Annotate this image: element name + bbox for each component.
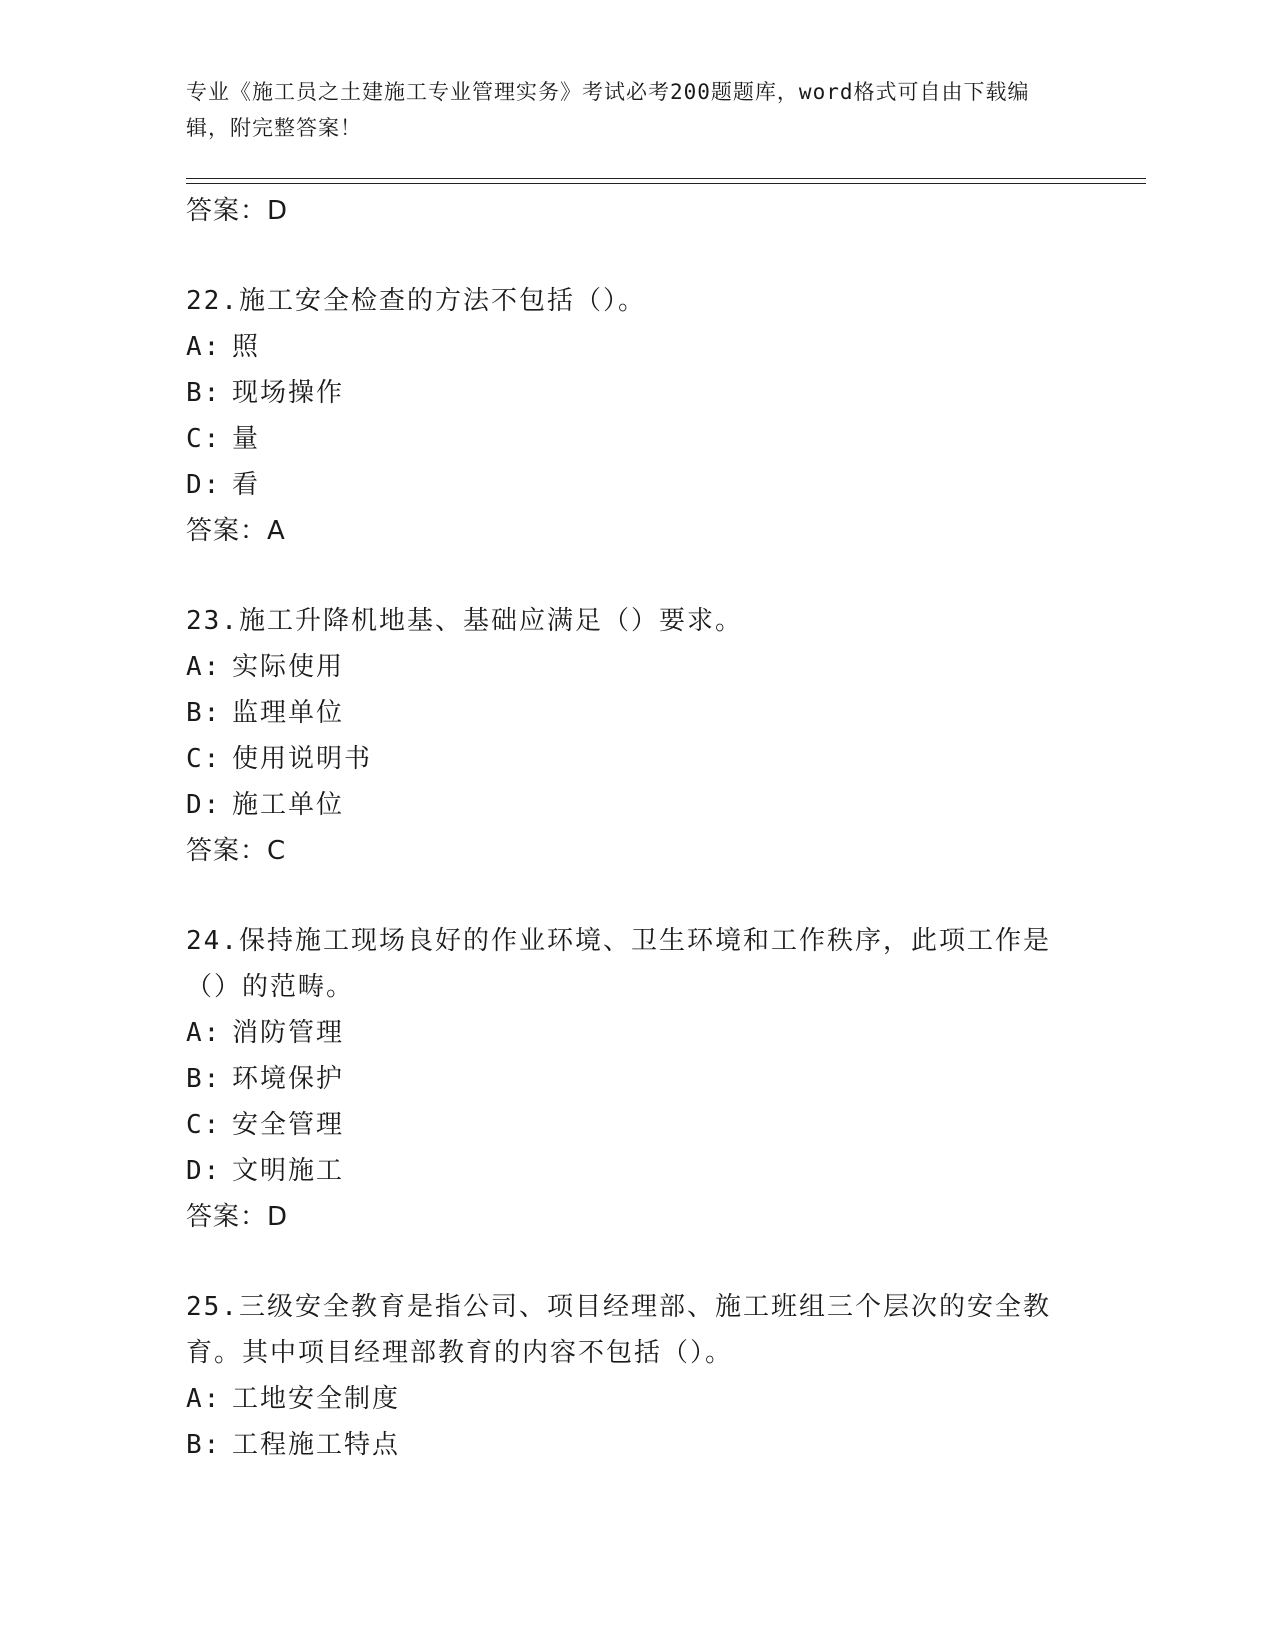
option-22-b [186, 370, 1086, 416]
option-text: 施工单位 [232, 790, 345, 820]
question-25: 25.三级安全教育是指公司、项目经理部、施工班组三个层次的安全教育。其中项目经理部教育的内容不包括（）。 [186, 1292, 1051, 1368]
option-key: C: [186, 744, 222, 774]
option-text: 使用说明书 [232, 744, 373, 774]
answer-23: 答案：C [186, 836, 287, 866]
option-key: B: [186, 378, 222, 408]
question-22: 22.施工安全检查的方法不包括（）。 [186, 286, 646, 316]
option-text: 文明施工 [232, 1156, 345, 1186]
question-24: 24.保持施工现场良好的作业环境、卫生环境和工作秩序，此项工作是（）的范畴。 [186, 926, 1051, 1002]
option-text: 监理单位 [232, 698, 345, 728]
option-key: A: [186, 1018, 222, 1048]
option-24-b [186, 1056, 1086, 1102]
option-24-a [186, 1010, 1086, 1056]
header-divider-bottom [186, 183, 1146, 184]
option-key: B: [186, 1064, 222, 1094]
option-text: 看 [232, 470, 261, 500]
option-23-d [186, 782, 1086, 828]
option-23-b [186, 690, 1086, 736]
option-key: C: [186, 1110, 222, 1140]
option-text: 工地安全制度 [232, 1384, 401, 1414]
option-text: 工程施工特点 [232, 1430, 401, 1460]
question-23: 23.施工升降机地基、基础应满足（）要求。 [186, 606, 743, 636]
option-text: 环境保护 [232, 1064, 345, 1094]
option-key: A: [186, 652, 222, 682]
option-key: B: [186, 1430, 222, 1460]
option-text: 照 [232, 332, 261, 362]
question-list [186, 188, 1086, 1468]
option-text: 量 [232, 424, 261, 454]
option-key: D: [186, 790, 222, 820]
option-23-c [186, 736, 1086, 782]
option-24-c [186, 1102, 1086, 1148]
header-divider-top [186, 178, 1146, 179]
option-22-c [186, 416, 1086, 462]
option-key: A: [186, 1384, 222, 1414]
option-25-b [186, 1422, 1086, 1468]
option-text: 现场操作 [232, 378, 345, 408]
option-24-d [186, 1148, 1086, 1194]
option-key: C: [186, 424, 222, 454]
answer-24: 答案：D [186, 1202, 289, 1232]
answer-22: 答案：A [186, 516, 286, 546]
option-text: 消防管理 [232, 1018, 345, 1048]
option-text: 安全管理 [232, 1110, 345, 1140]
answer-21: 答案：D [186, 196, 289, 226]
option-key: B: [186, 698, 222, 728]
option-22-d [186, 462, 1086, 508]
option-key: D: [186, 1156, 222, 1186]
option-text: 实际使用 [232, 652, 345, 682]
option-25-a [186, 1376, 1086, 1422]
page-header: 专业《施工员之土建施工专业管理实务》考试必考200题题库，word格式可自由下载编辑，附完整答案！ [186, 80, 1030, 140]
option-23-a [186, 644, 1086, 690]
option-key: D: [186, 470, 222, 500]
option-22-a [186, 324, 1086, 370]
option-key: A: [186, 332, 222, 362]
